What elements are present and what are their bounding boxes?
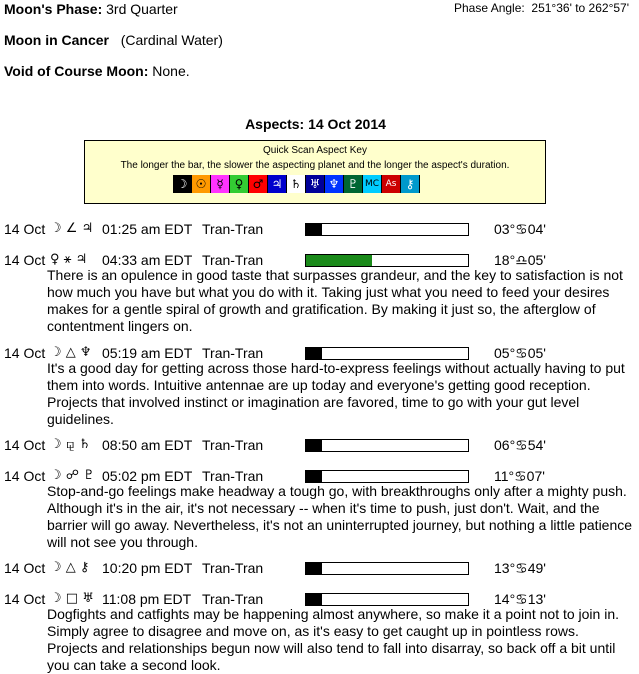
aspect-row (4, 591, 624, 607)
aspect-glyphs: ☽ △ ⚷ (50, 560, 90, 575)
aspect-date: 14 Oct (4, 221, 46, 237)
aspect-row (4, 221, 624, 237)
aspect-interpretation: It's a good day for getting across those hard-to-express feelings without actually having to put them into words. Intuitive antennae are up today and everyone's getting good reception. Projects that involved instinct or imagination are favored, time to go with your gut level guidelines. (47, 360, 625, 427)
aspect-duration-bar (305, 347, 469, 360)
aspect-glyphs: ☽ △ ♆ (50, 345, 92, 360)
aspect-date: 14 Oct (4, 437, 46, 453)
aspect-key-box (84, 140, 546, 204)
void-of-course-line (4, 63, 190, 79)
aspect-duration-bar (305, 562, 469, 575)
planet-glyph-icon: ♇ (344, 175, 363, 193)
aspect-degree: 14°♋13' (494, 591, 546, 607)
planet-glyph-icon: ☿ (211, 175, 230, 193)
void-of-course-value: None. (152, 63, 190, 79)
aspect-interpretation: Dogfights and catfights may be happening almost anywhere, so make it a point not to join in. Simply agree to disagree and move on, as it's easy to get caught up in pointless rows. Projects and relationships begun now will also tend to fall into disarray, so back off a bit until you can take a second look. (47, 606, 620, 673)
aspect-time: 05:02 pm EDT (102, 468, 193, 484)
planet-glyph-icon: MC (363, 175, 382, 193)
aspect-key-description: The longer the bar, the slower the aspecting planet and the longer the aspect's duration. (120, 160, 510, 171)
aspect-date: 14 Oct (4, 252, 46, 268)
planet-glyph-icon: ♅ (306, 175, 325, 193)
planet-glyph-icon: ☽ (173, 175, 192, 193)
aspect-date: 14 Oct (4, 591, 46, 607)
planet-glyph-strip (173, 175, 420, 193)
aspect-time: 05:19 am EDT (102, 345, 193, 361)
aspect-duration-bar-fill (306, 471, 322, 482)
aspect-date: 14 Oct (4, 468, 46, 484)
aspect-glyphs: ☽ □ ♅ (50, 591, 94, 606)
aspect-duration-bar-fill (306, 440, 322, 451)
aspect-degree: 13°♋49' (494, 560, 546, 576)
aspect-row (4, 345, 624, 361)
aspect-duration-bar-fill (306, 563, 322, 574)
phase-angle-value: 251°36' to 262°57' (531, 1, 629, 15)
aspect-glyphs: ☽ ⚼ ♄ (50, 437, 91, 452)
aspect-interpretation: There is an opulence in good taste that surpasses grandeur, and the key to satisfaction is not how much you have but what you do with it. Taking just what you need to feed your desires makes for a gentle spiral of growth and gratification. By making it just so, the afterglow of contentment lingers on. (47, 267, 623, 334)
aspect-type: Tran-Tran (202, 221, 264, 237)
aspect-time: 11:08 pm EDT (102, 591, 192, 607)
moon-phase-line (4, 1, 178, 17)
planet-glyph-icon: ♀ (230, 175, 249, 193)
planet-glyph-icon: ☉ (192, 175, 211, 193)
aspect-row (4, 437, 624, 453)
aspect-key-title: Quick Scan Aspect Key (263, 145, 367, 156)
aspect-glyphs: ☽ ☍ ♇ (50, 468, 95, 483)
aspect-duration-bar (305, 439, 469, 452)
moon-sign-note: (Cardinal Water) (120, 32, 223, 48)
aspect-duration-bar (305, 593, 469, 606)
aspect-duration-bar-fill (306, 255, 372, 266)
aspect-row (4, 560, 624, 576)
aspect-row (4, 252, 624, 268)
aspect-duration-bar (305, 223, 469, 236)
void-of-course-label: Void of Course Moon: (4, 63, 149, 79)
aspect-degree: 05°♋05' (494, 345, 546, 361)
planet-glyph-icon: ♃ (268, 175, 287, 193)
moon-phase-value: 3rd Quarter (106, 1, 178, 17)
aspect-time: 04:33 am EDT (102, 252, 193, 268)
planet-glyph-icon: ♂ (249, 175, 268, 193)
phase-angle (454, 1, 629, 15)
aspect-date: 14 Oct (4, 345, 46, 361)
aspects-title: Aspects: 14 Oct 2014 (245, 116, 386, 132)
aspect-duration-bar-fill (306, 348, 322, 359)
moon-sign-label: Moon in Cancer (4, 32, 110, 48)
moon-phase-label: Moon's Phase: (4, 1, 103, 17)
aspect-type: Tran-Tran (202, 345, 264, 361)
aspect-duration-bar (305, 470, 469, 483)
aspect-degree: 18°♎05' (494, 252, 546, 268)
aspect-type: Tran-Tran (202, 560, 264, 576)
aspect-row (4, 468, 624, 484)
moon-sign-line (4, 32, 223, 48)
aspect-glyphs: ☽ ∠ ♃ (50, 221, 94, 236)
aspect-type: Tran-Tran (202, 437, 264, 453)
planet-glyph-icon: ⚷ (401, 175, 420, 193)
aspect-date: 14 Oct (4, 560, 46, 576)
aspect-duration-bar-fill (306, 594, 322, 605)
aspect-duration-bar (305, 254, 469, 267)
aspect-time: 08:50 am EDT (102, 437, 193, 453)
planet-glyph-icon: ♄ (287, 175, 306, 193)
aspect-type: Tran-Tran (202, 468, 264, 484)
aspect-degree: 06°♋54' (494, 437, 546, 453)
aspect-type: Tran-Tran (202, 591, 264, 607)
aspect-degree: 03°♋04' (494, 221, 546, 237)
aspect-type: Tran-Tran (202, 252, 264, 268)
aspect-glyphs: ♀ ⚹ ♃ (50, 252, 88, 267)
aspect-interpretation: Stop-and-go feelings make headway a tough go, with breakthroughs only after a mighty push. Although it's in the air, it's not necessary -- when it's time to push, just don't. Wait, and the barrier will go away. Nevertheless, it's not an uninterrupted journey, but nothing a little patience will not see you through. (47, 483, 633, 550)
planet-glyph-icon: As (382, 175, 401, 193)
aspect-degree: 11°♋07' (494, 468, 545, 484)
aspect-duration-bar-fill (306, 224, 322, 235)
phase-angle-label: Phase Angle: (454, 1, 525, 15)
planet-glyph-icon: ♆ (325, 175, 344, 193)
aspect-time: 10:20 pm EDT (102, 560, 193, 576)
aspect-time: 01:25 am EDT (102, 221, 193, 237)
